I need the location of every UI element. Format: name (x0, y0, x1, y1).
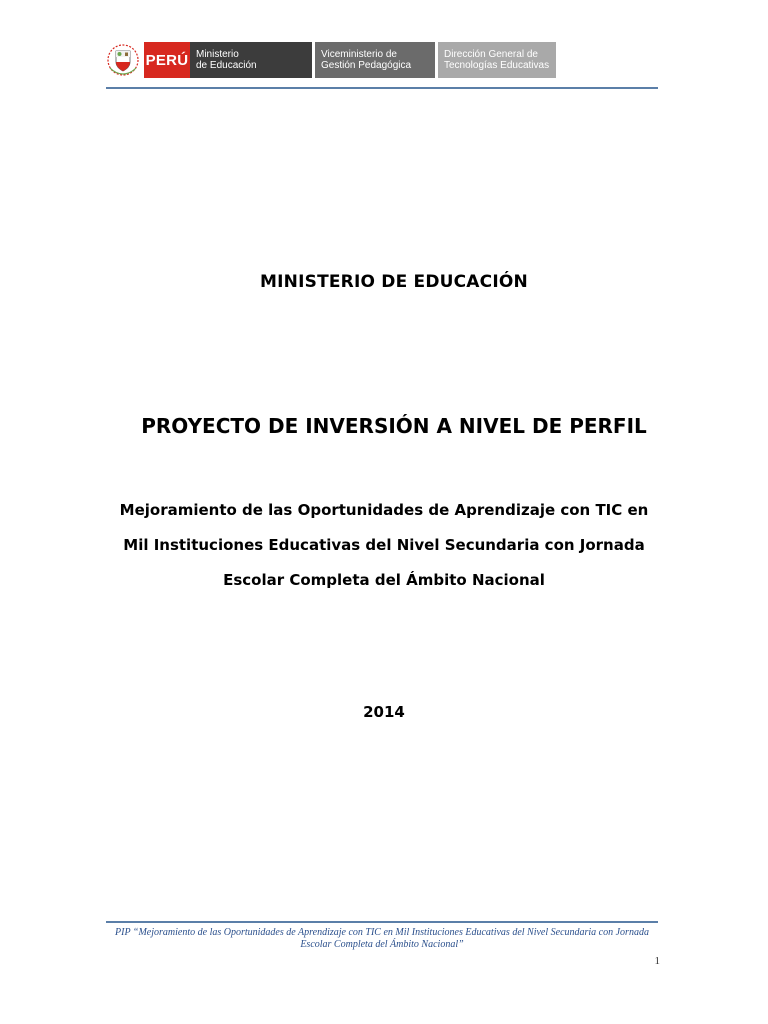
footer-line: Escolar Completa del Ámbito Nacional” (300, 939, 464, 950)
document-year: 2014 (363, 703, 405, 721)
footer-line: PIP “Mejoramiento de las Oportunidades de Aprendizaje con TIC en Mil Instituciones Educativas del Nivel Secundaria con Jornada (115, 927, 649, 938)
peru-label: PERÚ (145, 51, 189, 69)
page-number: 1 (654, 955, 660, 967)
ministry-heading: MINISTERIO DE EDUCACIÓN (260, 272, 528, 292)
ministry-brand-line-1: Ministerio (196, 49, 239, 60)
directorate-brand-line-1: Dirección General de (444, 49, 538, 60)
viceministry-brand-block (315, 42, 435, 78)
directorate-brand-block (438, 42, 556, 78)
viceministry-brand-line-2: Gestión Pedagógica (321, 60, 412, 71)
viceministry-brand-line-1: Viceministerio de (321, 49, 397, 60)
subtitle-line: Escolar Completa del Ámbito Nacional (223, 571, 545, 589)
project-subtitle (100, 493, 668, 598)
footer-caption (106, 927, 658, 951)
peru-brand-block (144, 42, 190, 78)
subtitle-line: Mejoramiento de las Oportunidades de Aprendizaje con TIC en (119, 501, 649, 519)
directorate-brand-line-2: Tecnologías Educativas (444, 60, 550, 71)
institutional-header (106, 42, 556, 78)
project-title: PROYECTO DE INVERSIÓN A NIVEL DE PERFIL (141, 414, 647, 438)
footer-divider (106, 921, 658, 923)
ministry-brand-block (190, 42, 312, 78)
ministry-brand-line-2: de Educación (196, 60, 257, 71)
header-divider (106, 87, 658, 89)
coat-of-arms-icon (106, 42, 140, 78)
subtitle-line: Mil Instituciones Educativas del Nivel Secundaria con Jornada (123, 536, 645, 554)
